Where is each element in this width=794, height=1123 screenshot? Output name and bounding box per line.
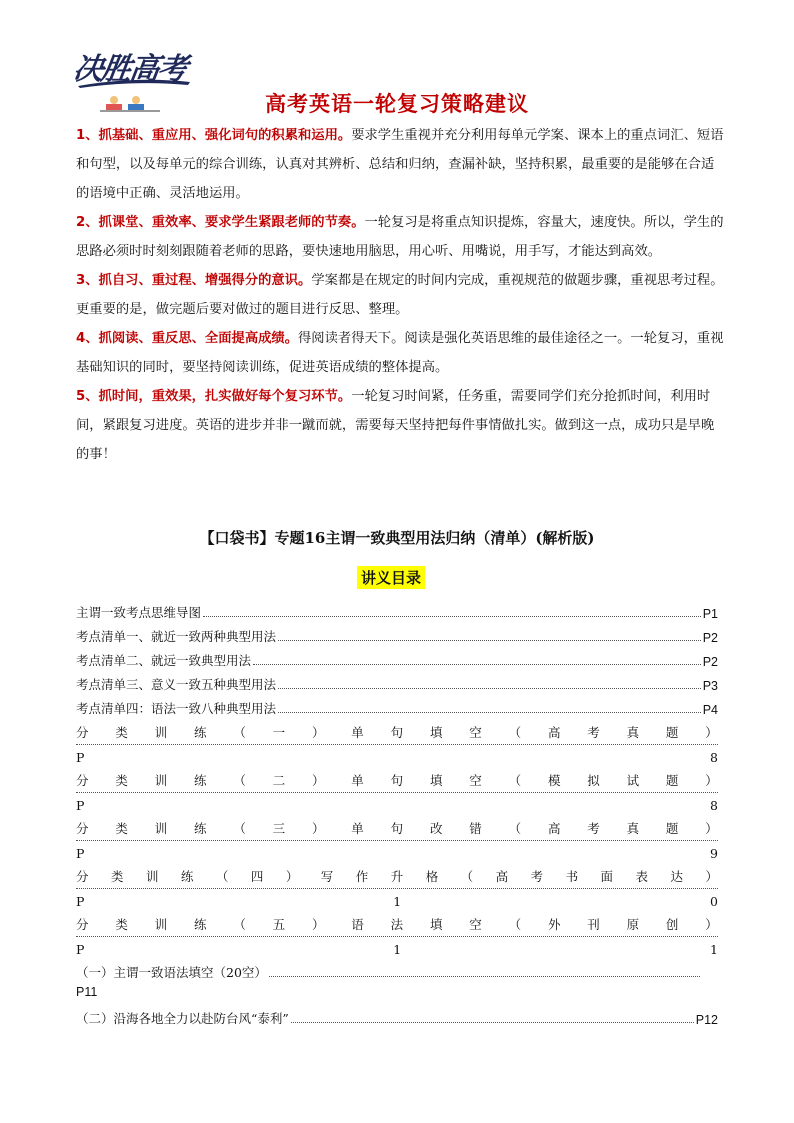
- toc-char: ）: [311, 821, 325, 836]
- toc-leader: [203, 616, 701, 617]
- toc-char: ）: [705, 917, 718, 932]
- toc-leader: [253, 664, 701, 665]
- toc-char: P: [76, 942, 85, 957]
- toc-char: P: [76, 846, 85, 861]
- toc-row-label: 考点清单二、就远一致典型用法: [76, 653, 252, 668]
- tip-2-head: 2、抓课堂、重效率、要求学生紧跟老师的节奏。: [76, 215, 365, 230]
- toc-char: 单: [351, 821, 364, 836]
- toc-row[interactable]: [76, 1007, 718, 1027]
- tip-3-body: 学案都是在规定的时间内完成，重视规范的做题步骤，重视思考过程。更重要的是，做完题后要对做过的题目进行反思、整理。: [76, 273, 724, 317]
- toc-char: 刊: [587, 917, 600, 932]
- toc-char: 类: [115, 725, 128, 740]
- toc-char: 真: [626, 725, 640, 740]
- toc-char: 面: [600, 869, 614, 884]
- toc-char: 分: [76, 821, 89, 836]
- toc-training-page: [76, 937, 718, 957]
- toc-char: 考: [587, 821, 600, 836]
- toc-char: 题: [665, 725, 679, 740]
- toc-char: 写: [320, 869, 334, 884]
- toc-char: 填: [429, 773, 443, 788]
- tip-1-body: 要求学生重视并充分利用每单元学案、课本上的重点词汇、短语和句型，以及每单元的综合训练，认真对其辨析、总结和归纳，查漏补缺，坚持积累，最重要的是能够在合适的语境中正确、灵活地运用。: [76, 128, 724, 201]
- toc-char: ）: [705, 869, 718, 884]
- toc-char: （: [460, 869, 474, 884]
- toc-char: ）: [311, 773, 325, 788]
- toc-char: 题: [665, 821, 679, 836]
- toc-char: 错: [469, 821, 482, 836]
- toc-char: 类: [115, 821, 128, 836]
- toc-char: 1: [393, 894, 402, 909]
- logo-swoosh-icon: [76, 78, 192, 88]
- toc-row-page: P11: [76, 985, 98, 999]
- toc-row-page: P3: [702, 679, 718, 693]
- toc-leader: [291, 1022, 694, 1023]
- toc-char: 二: [272, 773, 286, 788]
- toc-leader: [269, 976, 700, 977]
- toc-row-label: 主谓一致考点思维导图: [76, 605, 202, 620]
- toc-char: 单: [351, 773, 364, 788]
- toc-char: 创: [665, 917, 679, 932]
- tip-3: [76, 266, 724, 324]
- toc-char: ）: [705, 725, 718, 740]
- toc-training-row[interactable]: [76, 769, 718, 789]
- toc-char: 句: [390, 773, 404, 788]
- toc-row-page: P12: [695, 1013, 718, 1027]
- toc-char: 高: [495, 869, 509, 884]
- tip-1-head: 1、抓基础、重应用、强化词句的积累和运用。: [76, 128, 352, 143]
- toc-char: 试: [626, 773, 640, 788]
- toc-char: 题: [665, 773, 679, 788]
- toc-row-label: （二）沿海各地全力以赴防台风“泰利”: [76, 1011, 289, 1026]
- toc-row-label: 考点清单四：语法一致八种典型用法: [76, 701, 277, 716]
- toc-char: 真: [626, 821, 640, 836]
- tip-2-body: 一轮复习是将重点知识提炼，容量大，速度快。所以，学生的思路必须时时刻刻跟随着老师的思路，要快速地用脑思，用心听、用嘴说，用手写，才能达到高效。: [76, 215, 724, 259]
- toc-training-row[interactable]: [76, 817, 718, 837]
- toc-row-page: P2: [702, 631, 718, 645]
- toc-char: 高: [547, 725, 561, 740]
- toc-char: 表: [635, 869, 649, 884]
- toc-row[interactable]: [76, 601, 718, 621]
- tip-1: [76, 121, 724, 208]
- toc-char: P: [76, 798, 85, 813]
- toc-leader: [278, 688, 701, 689]
- toc-char: ）: [311, 917, 325, 932]
- toc-char: ）: [705, 821, 718, 836]
- tip-4: [76, 324, 724, 382]
- toc-char: 原: [626, 917, 640, 932]
- toc-char: （: [215, 869, 229, 884]
- toc-char: 考: [530, 869, 544, 884]
- toc-char: 作: [355, 869, 369, 884]
- toc-char: 填: [429, 917, 443, 932]
- toc-char: （: [508, 773, 522, 788]
- toc-char: 8: [710, 750, 718, 765]
- tip-4-body: 得阅读者得天下。阅读是强化英语思维的最佳途径之一。一轮复习，重视基础知识的同时，要坚持阅读训练，促进英语成绩的整体提高。: [76, 331, 724, 375]
- toc-char: （: [233, 917, 246, 932]
- toc-char: 五: [272, 917, 286, 932]
- toc-char: ）: [705, 773, 718, 788]
- toc-char: 训: [154, 773, 168, 788]
- toc-leader: [278, 712, 701, 713]
- toc-char: 训: [154, 821, 168, 836]
- toc-row-page: P2: [702, 655, 718, 669]
- toc-leader: [76, 792, 718, 793]
- toc-training-page: [76, 793, 718, 813]
- toc-char: 分: [76, 773, 89, 788]
- tip-5: [76, 382, 724, 469]
- toc-char: 1: [710, 942, 718, 957]
- tip-4-head: 4、抓阅读、重反思、全面提高成绩。: [76, 331, 299, 346]
- toc-char: P: [76, 894, 85, 909]
- toc-leader: [76, 936, 718, 937]
- toc-char: 练: [193, 917, 207, 932]
- toc-title: 讲义目录: [357, 566, 425, 589]
- toc-char: 分: [76, 869, 89, 884]
- toc-char: 改: [429, 821, 443, 836]
- toc-char: 拟: [587, 773, 600, 788]
- toc-char: （: [233, 821, 246, 836]
- toc-char: 高: [547, 821, 561, 836]
- toc-training-row[interactable]: [76, 913, 718, 933]
- toc-char: 练: [193, 725, 207, 740]
- toc-char: 三: [272, 821, 286, 836]
- toc-row-label: 考点清单三、意义一致五种典型用法: [76, 677, 277, 692]
- section-title: 【口袋书】专题16主谓一致典型用法归纳（清单）(解析版): [199, 529, 595, 547]
- toc-char: 四: [250, 869, 264, 884]
- toc-char: （: [508, 917, 522, 932]
- toc-row[interactable]: [76, 625, 718, 645]
- toc-row-page: P4: [702, 703, 718, 717]
- toc-char: 类: [115, 917, 128, 932]
- toc-row[interactable]: [76, 961, 702, 981]
- toc-char: 1: [393, 942, 402, 957]
- toc-leader: [76, 744, 718, 745]
- toc-char: 书: [565, 869, 579, 884]
- toc-char: 练: [180, 869, 194, 884]
- toc-char: （: [508, 821, 522, 836]
- toc-training-page: [76, 745, 718, 765]
- toc-char: （: [233, 773, 246, 788]
- toc-training-page: [76, 841, 718, 861]
- toc-char: 格: [425, 869, 439, 884]
- toc-char: 考: [587, 725, 600, 740]
- logo-text: 决胜高考: [71, 52, 188, 87]
- toc-char: 训: [154, 725, 168, 740]
- toc-char: 空: [469, 725, 482, 740]
- toc-char: 练: [193, 821, 207, 836]
- toc-char: 分: [76, 725, 89, 740]
- toc-char: 分: [76, 917, 89, 932]
- toc-training-page: [76, 889, 718, 909]
- toc-char: 模: [547, 773, 561, 788]
- main-title: 高考英语一轮复习策略建议: [265, 92, 529, 116]
- toc-char: 训: [154, 917, 168, 932]
- toc-row[interactable]: [76, 697, 718, 717]
- toc-char: 语: [351, 917, 364, 932]
- toc-training-row[interactable]: [76, 721, 718, 741]
- toc-leader: [278, 640, 701, 641]
- toc-training-row[interactable]: [76, 865, 718, 885]
- toc-char: 达: [670, 869, 683, 884]
- toc-char: ）: [311, 725, 325, 740]
- toc-char: P: [76, 750, 85, 765]
- toc-char: 练: [193, 773, 207, 788]
- toc-char: 外: [547, 917, 561, 932]
- toc-char: 升: [390, 869, 404, 884]
- toc-char: （: [233, 725, 246, 740]
- toc-row[interactable]: [76, 673, 718, 693]
- toc-char: 空: [469, 773, 482, 788]
- toc-char: 法: [390, 917, 404, 932]
- tip-3-head: 3、抓自习、重过程、增强得分的意识。: [76, 273, 312, 288]
- toc-char: （: [508, 725, 522, 740]
- toc-leader: [76, 840, 718, 841]
- toc-row-page: P1: [702, 607, 718, 621]
- tip-2: [76, 208, 724, 266]
- toc-char: ）: [285, 869, 299, 884]
- toc-char: 类: [110, 869, 124, 884]
- toc-char: 单: [351, 725, 364, 740]
- toc-leader: [76, 888, 718, 889]
- toc-row-label: 考点清单一、就近一致两种典型用法: [76, 629, 277, 644]
- tip-5-body: 一轮复习时间紧，任务重，需要同学们充分抢抓时间，利用时间，紧跟复习进度。英语的进步并非一蹴而就，需要每天坚持把每件事情做扎实。做到这一点，成功只是早晚的事！: [76, 389, 715, 462]
- toc-char: 空: [469, 917, 482, 932]
- toc-char: 训: [145, 869, 159, 884]
- toc-row[interactable]: [76, 649, 718, 669]
- strategy-tips: [76, 121, 724, 469]
- toc-char: 句: [390, 725, 404, 740]
- toc-row-label: （一）主谓一致语法填空（20空）: [76, 965, 267, 980]
- toc-char: 9: [710, 846, 718, 861]
- tip-5-head: 5、抓时间，重效果，扎实做好每个复习环节。: [76, 389, 352, 404]
- toc-char: 8: [710, 798, 718, 813]
- toc-char: 填: [429, 725, 443, 740]
- toc-char: 句: [390, 821, 404, 836]
- toc-char: 一: [272, 725, 286, 740]
- toc-char: 0: [710, 894, 718, 909]
- toc-char: 类: [115, 773, 128, 788]
